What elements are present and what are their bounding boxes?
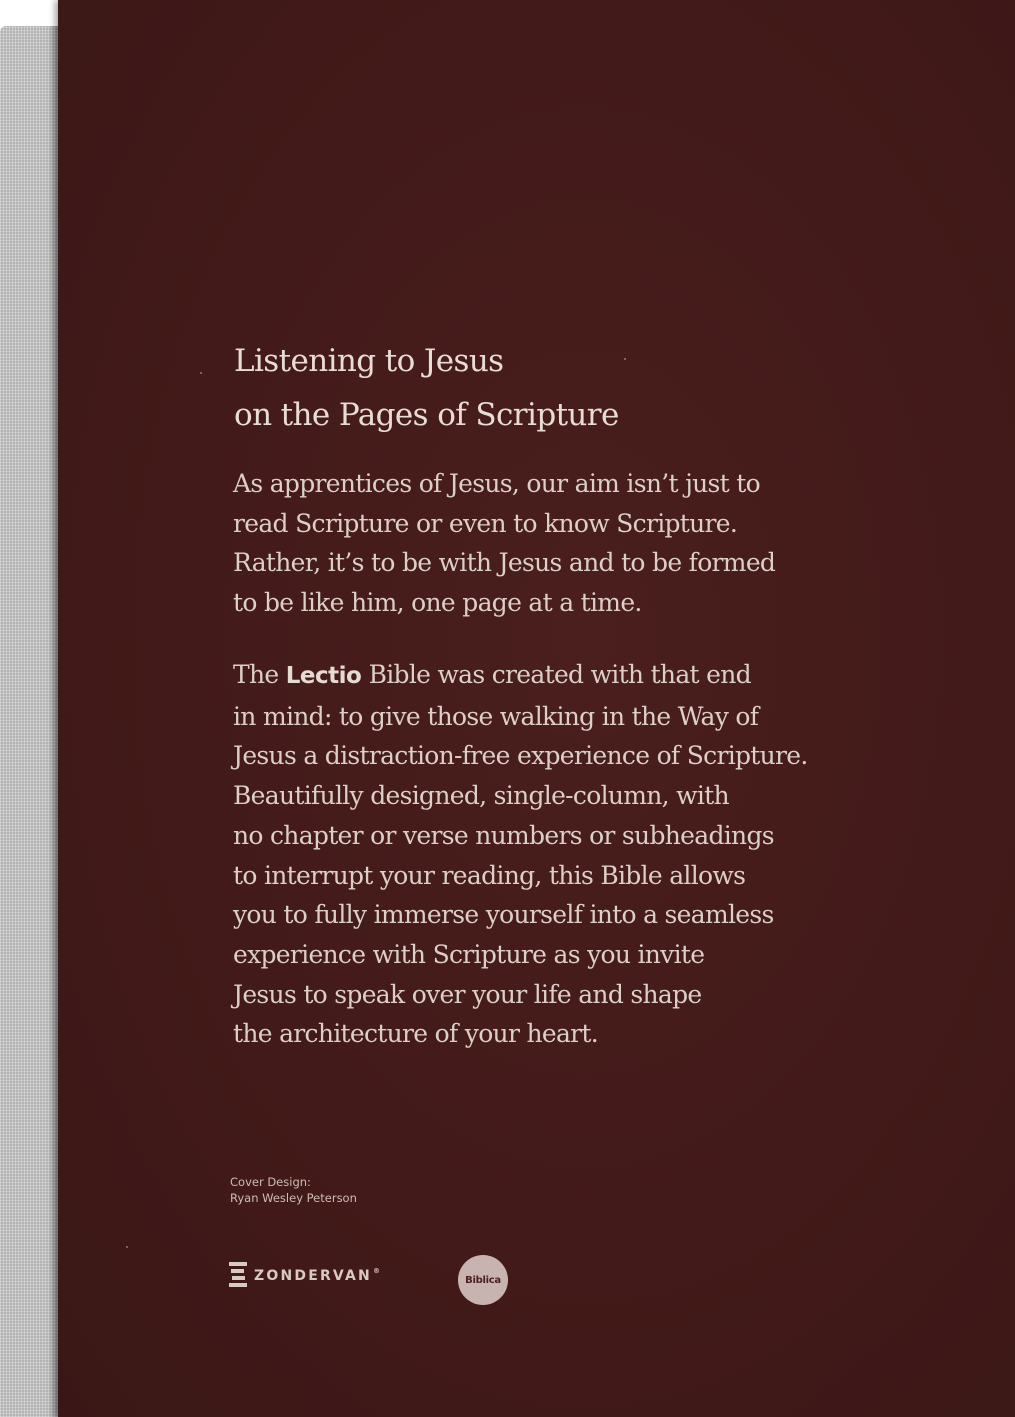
paragraph-line: read Scripture or even to know Scripture. [233,508,738,538]
credit-name: Ryan Wesley Peterson [230,1191,357,1205]
paragraph-line: Rather, it’s to be with Jesus and to be formed [233,548,776,578]
cover-speck [200,372,202,374]
paragraph-line: in mind: to give those walking in the Way of [233,701,759,731]
zondervan-registered-mark: ® [372,1267,380,1275]
cover-speck [624,358,626,360]
cover-design-credit [230,1174,357,1206]
paragraph-line: to interrupt your reading, this Bible allows [233,860,746,890]
heading-line: Listening to Jesus [234,343,504,379]
back-cover-heading [234,334,619,442]
intro-paragraph [233,464,775,623]
cover-speck [126,1246,128,1248]
heading-line: on the Pages of Scripture [234,397,619,433]
zondervan-logo [229,1261,380,1291]
biblica-wordmark: Biblica [465,1274,501,1286]
paragraph-line: As apprentices of Jesus, our aim isn’t just to [233,469,760,498]
paragraph-line: you to fully immerse yourself into a seamless [233,900,774,930]
description-paragraph [233,655,808,1054]
zondervan-mark-icon [229,1261,247,1291]
paragraph-first-line [233,655,808,697]
paragraph-line: the architecture of your heart. [233,1019,598,1049]
paragraph-line: no chapter or verse numbers or subheadings [233,820,774,850]
biblica-logo [458,1255,508,1305]
paragraph-line: Jesus to speak over your life and shape [233,979,702,1009]
credit-label: Cover Design: [230,1175,311,1189]
paragraph-line: experience with Scripture as you invite [233,939,705,969]
first-line-prefix: The [233,660,279,689]
paragraph-line: to be like him, one page at a time. [233,588,642,618]
first-line-suffix: Bible was created with that end [368,660,751,689]
paragraph-line: Jesus a distraction-free experience of Scripture. [233,741,808,771]
lectio-brand-word: Lectio [285,663,362,689]
zondervan-wordmark: ZONDERVAN [254,1268,372,1284]
paragraph-line: Beautifully designed, single-column, with [233,781,729,811]
